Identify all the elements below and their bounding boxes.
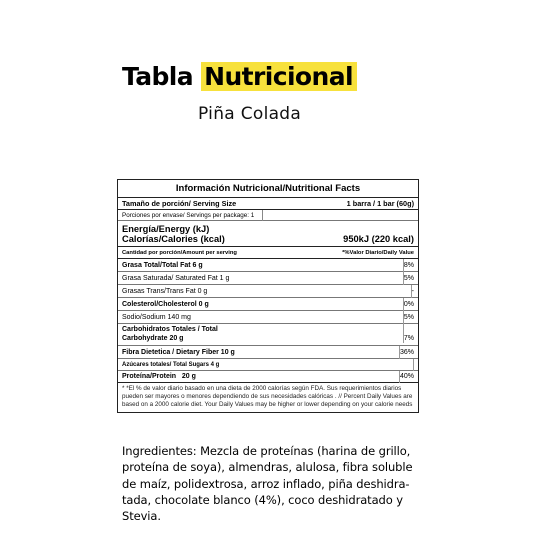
page-title [122,62,357,92]
nutrient-label: Sodio/Sodium 140 mg [122,311,404,324]
energy-label: Energía/Energy (kJ) [122,224,210,234]
protein-row [118,371,418,383]
amount-per-serving-label: Cantidad por porción/Amount per serving [122,250,237,256]
carbohydrate-label-line1: Carbohidratos Totales / Total [122,326,218,333]
energy-labels [122,224,343,244]
serving-size-row [118,198,418,210]
servings-per-package-row [118,210,418,221]
carbohydrate-dv: 7% [403,335,414,342]
protein-label: Proteína/Protein 20 g [122,371,400,383]
amount-per-serving-row [118,247,418,259]
energy-row [118,221,418,247]
fiber-dv: 36% [399,349,414,356]
nutrient-row [118,298,418,311]
nutrient-dv: 8% [403,262,414,269]
fiber-label: Fibra Dietetica / Dietary Fiber 10 g [122,346,400,359]
nutrient-row [118,272,418,285]
protein-dv: 40% [399,373,414,380]
serving-size-value: 1 barra / 1 bar (60g) [346,199,414,208]
daily-value-header: *%Valor Diario/Daily Value [342,250,414,256]
carbohydrate-row [118,324,418,346]
nutrition-facts-table [117,179,419,413]
title-part-1: Tabla [122,62,194,91]
nutrient-label: Colesterol/Cholesterol 0 g [122,298,404,311]
daily-value-footnote: * *El % de valor diario basado en una dieta de 2000 calorías según FDA. Sus requerimientos diarios pueden ser mayores o menores dependiendo de sus necesidades calóricas . // Percent Daily Values are based on a 2000 calorie diet. Your Daily Values may be higher or lower depending on your calorie needs [122,385,413,408]
facts-header: Información Nutricional/Nutritional Facts [118,180,418,198]
title-part-2-highlighted: Nutricional [201,62,357,91]
fiber-row [118,346,418,359]
nutrient-dv: 5% [403,314,414,321]
nutrient-row [118,285,418,298]
nutrient-dv: - [411,288,414,295]
sugars-label: Azúcares totales/ Total Sugars 4 g [122,359,414,371]
nutrient-label: Grasa Total/Total Fat 6 g [122,259,404,272]
nutrient-row [118,311,418,324]
nutrient-label: Grasas Trans/Trans Fat 0 g [122,285,412,298]
nutrient-row [118,259,418,272]
flavor-subtitle: Piña Colada [198,104,302,124]
serving-size-label: Tamaño de porción/ Serving Size [122,199,237,208]
carbohydrate-label-line2: Carbohydrate 20 g [122,334,184,342]
sugars-row [118,359,418,371]
calories-label: Calorías/Calories (kcal) [122,234,225,244]
nutrient-label: Grasa Saturada/ Saturated Fat 1 g [122,272,404,285]
energy-value: 950kJ (220 kcal) [343,234,414,244]
servings-per-package-label: Porciones por envase/ Servings per package: 1 [122,210,263,221]
nutrient-dv: 0% [403,301,414,308]
carbohydrate-label [122,324,404,343]
ingredients-text: Ingredientes: Mezcla de proteínas (harina de grillo, proteína de soya), almendras, alulosa, fibra soluble de maíz, polidextrosa, arroz inflado, piña deshidra-tada, chocolate blanco (4%), coco deshidratado y Stevia. [122,444,413,524]
nutrient-dv: 5% [403,275,414,282]
